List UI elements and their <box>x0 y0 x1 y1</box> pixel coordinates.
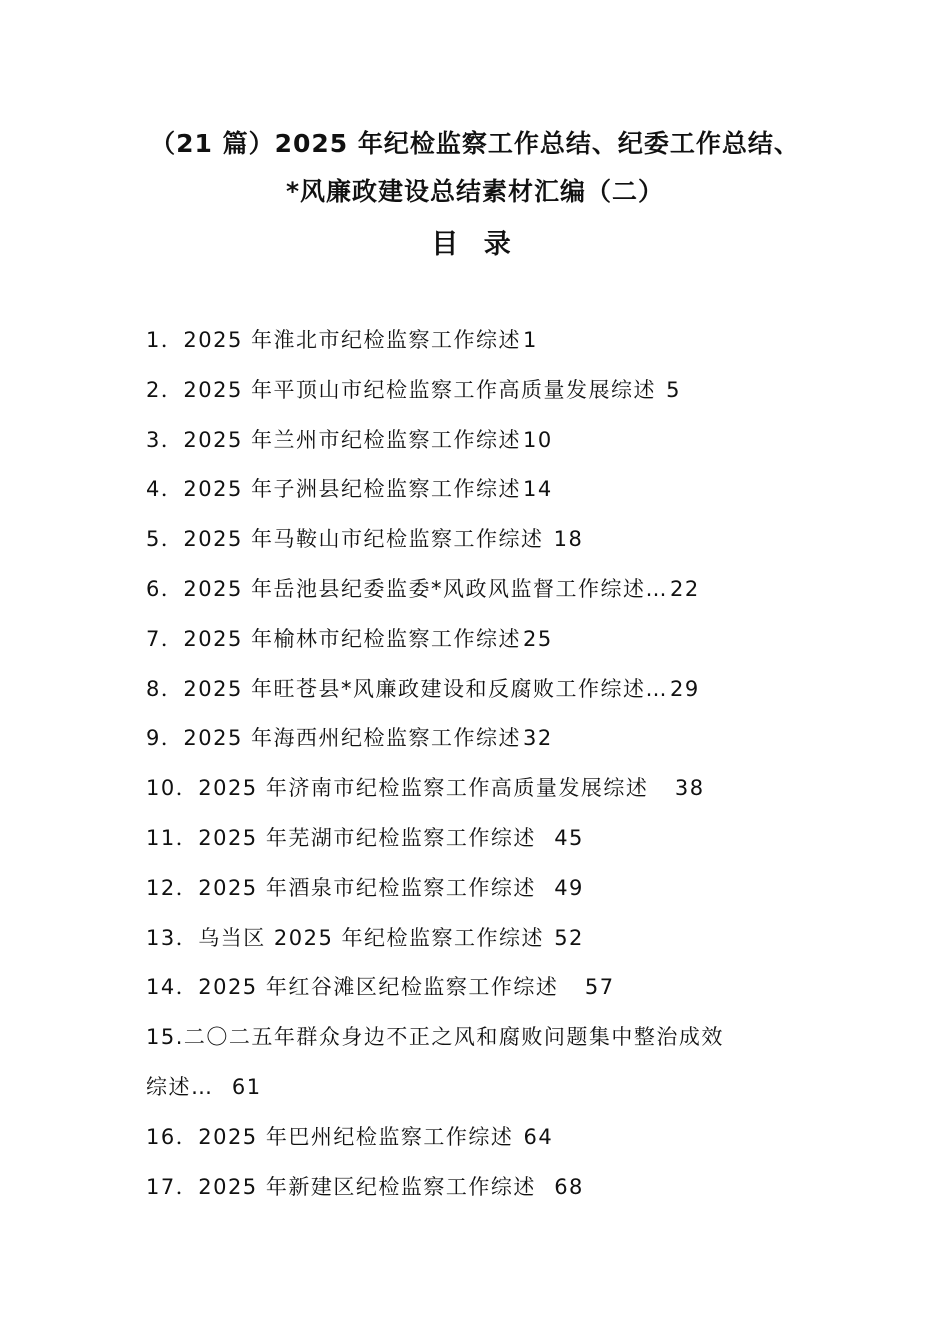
toc-item-page: 49 <box>537 875 584 900</box>
document-title-line-2: *风廉政建设总结素材汇编（二） <box>285 177 665 206</box>
toc-item-page: 52 <box>546 925 584 950</box>
toc-item[interactable] <box>146 1019 826 1119</box>
toc-item[interactable] <box>146 322 826 372</box>
toc-item[interactable] <box>146 969 826 1019</box>
toc-item[interactable] <box>146 422 826 472</box>
toc-item-title: 3．2025 年兰州市纪检监察工作综述 <box>146 427 521 452</box>
toc-item-title: 2．2025 年平顶山市纪检监察工作高质量发展综述 <box>146 377 656 402</box>
toc-item-title-continued: 综述… <box>146 1074 214 1099</box>
table-of-contents <box>146 322 826 1218</box>
toc-item-page: 29 <box>669 676 700 701</box>
toc-item-page: 10 <box>522 427 553 452</box>
toc-item-title: 15.二〇二五年群众身边不正之风和腐败问题集中整治成效 <box>146 1025 724 1050</box>
toc-item-title: 6．2025 年岳池县纪委监委*风政风监督工作综述… <box>146 576 668 601</box>
toc-item-title: 17．2025 年新建区纪检监察工作综述 <box>146 1174 536 1199</box>
toc-item-page: 14 <box>522 477 553 502</box>
toc-item-title: 5．2025 年马鞍山市纪检监察工作综述 <box>146 527 544 552</box>
toc-item-title: 8．2025 年旺苍县*风廉政建设和反腐败工作综述… <box>146 676 668 701</box>
toc-heading: 目 录 <box>431 229 519 260</box>
toc-item-page: 18 <box>545 527 584 552</box>
toc-item-title: 11．2025 年芜湖市纪检监察工作综述 <box>146 825 536 850</box>
toc-item[interactable] <box>146 770 826 820</box>
toc-item-page: 68 <box>537 1174 584 1199</box>
toc-item[interactable] <box>146 671 826 721</box>
toc-item[interactable] <box>146 521 826 571</box>
toc-item-page: 25 <box>522 626 553 651</box>
toc-item-page: 32 <box>522 726 553 751</box>
toc-item-title: 1．2025 年淮北市纪检监察工作综述 <box>146 328 521 352</box>
toc-item-title: 16．2025 年巴州纪检监察工作综述 <box>146 1124 514 1149</box>
toc-item-title: 7．2025 年榆林市纪检监察工作综述 <box>146 626 521 651</box>
toc-item[interactable] <box>146 720 826 770</box>
toc-item-page: 1 <box>522 328 538 352</box>
toc-item-page: 61 <box>215 1074 262 1099</box>
toc-item[interactable] <box>146 1119 826 1169</box>
toc-item-page: 45 <box>537 825 584 850</box>
toc-item[interactable] <box>146 870 826 920</box>
toc-item[interactable] <box>146 1169 826 1219</box>
toc-item-title: 14．2025 年红谷滩区纪检监察工作综述 <box>146 975 559 1000</box>
toc-item[interactable] <box>146 372 826 422</box>
toc-item-page: 22 <box>669 576 700 601</box>
toc-item-page: 5 <box>657 377 682 402</box>
toc-item[interactable] <box>146 621 826 671</box>
toc-item-title: 10．2025 年济南市纪检监察工作高质量发展综述 <box>146 776 649 801</box>
toc-item[interactable] <box>146 820 826 870</box>
toc-item[interactable] <box>146 471 826 521</box>
toc-item-page: 38 <box>650 776 705 801</box>
toc-item[interactable] <box>146 571 826 621</box>
toc-item-title: 13．乌当区 2025 年纪检监察工作综述 <box>146 925 545 950</box>
toc-item[interactable] <box>146 920 826 970</box>
toc-item-title: 12．2025 年酒泉市纪检监察工作综述 <box>146 875 536 900</box>
toc-item-page: 64 <box>515 1124 554 1149</box>
document-title-line-1: （21 篇）2025 年纪检监察工作总结、纪委工作总结、 <box>150 129 800 158</box>
toc-item-page: 57 <box>560 975 615 1000</box>
toc-item-title: 9．2025 年海西州纪检监察工作综述 <box>146 726 521 751</box>
toc-item-title: 4．2025 年子洲县纪检监察工作综述 <box>146 477 521 502</box>
